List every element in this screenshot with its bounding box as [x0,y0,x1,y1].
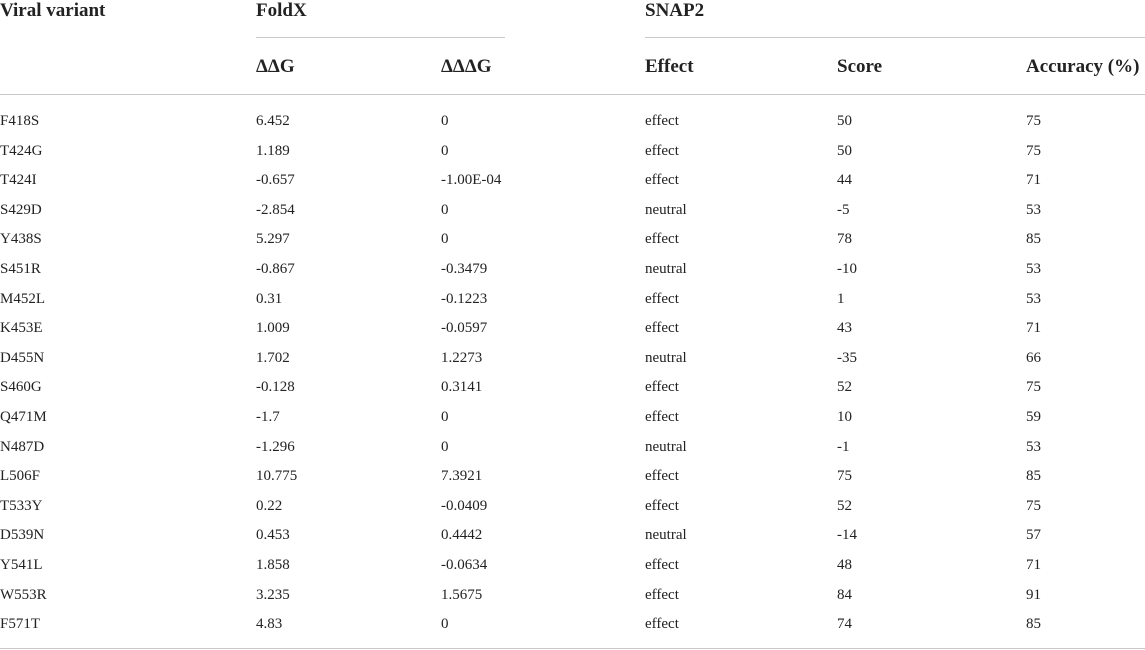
table-row [0,521,1145,551]
cell-ddg: 5.297 [256,231,290,248]
table-row [0,314,1145,344]
cell-score: -35 [837,349,857,366]
cell-ddg: 1.009 [256,320,290,337]
cell-dddg: 1.2273 [441,349,483,366]
cell-variant: Y541L [0,556,43,573]
table-row [0,166,1145,196]
cell-variant: M452L [0,290,45,307]
cell-effect: effect [645,408,679,425]
cell-dddg: -0.0597 [441,320,488,337]
cell-score: 10 [837,408,852,425]
cell-ddg: 6.452 [256,113,290,129]
cell-score: -5 [837,201,850,218]
cell-variant: Y438S [0,231,42,248]
cell-accuracy: 75 [1026,379,1041,396]
cell-ddg: 1.858 [256,556,290,573]
header-bottom-rule [0,94,1145,95]
table-row [0,344,1145,374]
cell-variant: S451R [0,260,41,277]
cell-variant: F571T [0,616,41,633]
cell-dddg: -0.0409 [441,497,488,514]
table-row [0,255,1145,285]
cell-accuracy: 75 [1026,142,1041,159]
cell-effect: neutral [645,527,687,544]
cell-accuracy: 75 [1026,497,1041,514]
table-row [0,610,1145,640]
table-row [0,462,1145,492]
foldx-group-rule [256,37,505,38]
cell-ddg: 0.22 [256,497,283,514]
cell-score: -10 [837,260,857,277]
cell-variant: Q471M [0,408,47,425]
table-row [0,373,1145,403]
cell-variant: W553R [0,586,47,603]
cell-effect: effect [645,497,679,514]
cell-effect: neutral [645,349,687,366]
cell-accuracy: 85 [1026,468,1041,485]
table-row [0,107,1145,137]
cell-score: 75 [837,468,852,485]
cell-dddg: 0.3141 [441,379,483,396]
cell-accuracy: 53 [1026,260,1041,277]
cell-variant: T533Y [0,497,43,514]
cell-variant: D455N [0,349,45,366]
cell-effect: effect [645,616,679,633]
cell-dddg: -0.3479 [441,260,488,277]
table-row [0,551,1145,581]
cell-accuracy: 59 [1026,408,1041,425]
cell-score: 84 [837,586,852,603]
cell-effect: effect [645,142,679,159]
cell-dddg: 0.4442 [441,527,483,544]
snap2-group-rule [645,37,1145,38]
header-foldx: FoldX [256,0,307,21]
cell-dddg: -0.0634 [441,556,488,573]
cell-accuracy: 66 [1026,349,1041,366]
cell-variant: K453E [0,320,43,337]
header-snap2: SNAP2 [645,0,705,21]
cell-effect: effect [645,320,679,337]
cell-dddg: 0 [441,231,449,248]
cell-effect: effect [645,172,679,189]
cell-variant: N487D [0,438,45,455]
cell-ddg: 1.702 [256,349,290,366]
cell-variant: T424G [0,142,43,159]
table-row [0,403,1145,433]
cell-effect: effect [645,113,679,129]
table-row [0,581,1145,611]
cell-accuracy: 85 [1026,231,1041,248]
cell-dddg: -1.00E-04 [441,172,502,189]
table-row [0,137,1145,167]
cell-dddg: -0.1223 [441,290,488,307]
cell-ddg: 3.235 [256,586,290,603]
cell-accuracy: 75 [1026,113,1041,129]
cell-dddg: 7.3921 [441,468,483,485]
header-ddg: ΔΔG [256,56,295,77]
cell-accuracy: 53 [1026,201,1041,218]
cell-ddg: -1.296 [256,438,295,455]
cell-effect: effect [645,586,679,603]
cell-ddg: 0.453 [256,527,290,544]
cell-score: 52 [837,379,852,396]
cell-accuracy: 91 [1026,586,1041,603]
cell-ddg: -2.854 [256,201,295,218]
header-score: Score [837,56,883,77]
cell-score: 78 [837,231,852,248]
table-row [0,492,1145,522]
cell-effect: effect [645,290,679,307]
cell-variant: D539N [0,527,45,544]
cell-ddg: -0.867 [256,260,295,277]
cell-accuracy: 71 [1026,172,1041,189]
header-effect: Effect [645,56,694,77]
cell-ddg: -0.128 [256,379,295,396]
cell-variant: L506F [0,468,41,485]
cell-variant: S460G [0,379,42,396]
cell-score: 43 [837,320,852,337]
cell-score: 48 [837,556,852,573]
cell-variant: S429D [0,201,42,218]
cell-ddg: 0.31 [256,290,283,307]
cell-dddg: 0 [441,201,449,218]
cell-effect: neutral [645,201,687,218]
cell-accuracy: 71 [1026,556,1041,573]
cell-accuracy: 57 [1026,527,1041,544]
cell-dddg: 0 [441,142,449,159]
cell-effect: effect [645,468,679,485]
cell-score: 74 [837,616,852,633]
cell-accuracy: 53 [1026,438,1041,455]
cell-accuracy: 71 [1026,320,1041,337]
table-row [0,433,1145,463]
cell-accuracy: 85 [1026,616,1041,633]
cell-effect: effect [645,379,679,396]
table-body [0,107,1145,640]
header-viral-variant: Viral variant [0,0,106,21]
cell-effect: effect [645,556,679,573]
cell-variant: F418S [0,113,40,129]
cell-score: 44 [837,172,852,189]
table-row [0,196,1145,226]
cell-score: -14 [837,527,857,544]
cell-effect: effect [645,231,679,248]
table-row [0,225,1145,255]
cell-score: -1 [837,438,850,455]
cell-dddg: 0 [441,408,449,425]
cell-dddg: 1.5675 [441,586,483,603]
header-accuracy: Accuracy (%) [1026,56,1140,77]
cell-variant: T424I [0,172,37,189]
cell-ddg: -1.7 [256,408,280,425]
cell-score: 50 [837,142,852,159]
cell-ddg: 1.189 [256,142,290,159]
header-dddg: ΔΔΔG [441,56,492,77]
table-row [0,285,1145,315]
cell-ddg: -0.657 [256,172,295,189]
cell-dddg: 0 [441,616,449,633]
cell-effect: neutral [645,438,687,455]
cell-dddg: 0 [441,438,449,455]
cell-ddg: 10.775 [256,468,298,485]
cell-dddg: 0 [441,113,449,129]
cell-score: 52 [837,497,852,514]
cell-ddg: 4.83 [256,616,283,633]
cell-effect: neutral [645,260,687,277]
cell-accuracy: 53 [1026,290,1041,307]
table-bottom-rule [0,648,1145,649]
cell-score: 50 [837,113,852,129]
cell-score: 1 [837,290,845,307]
